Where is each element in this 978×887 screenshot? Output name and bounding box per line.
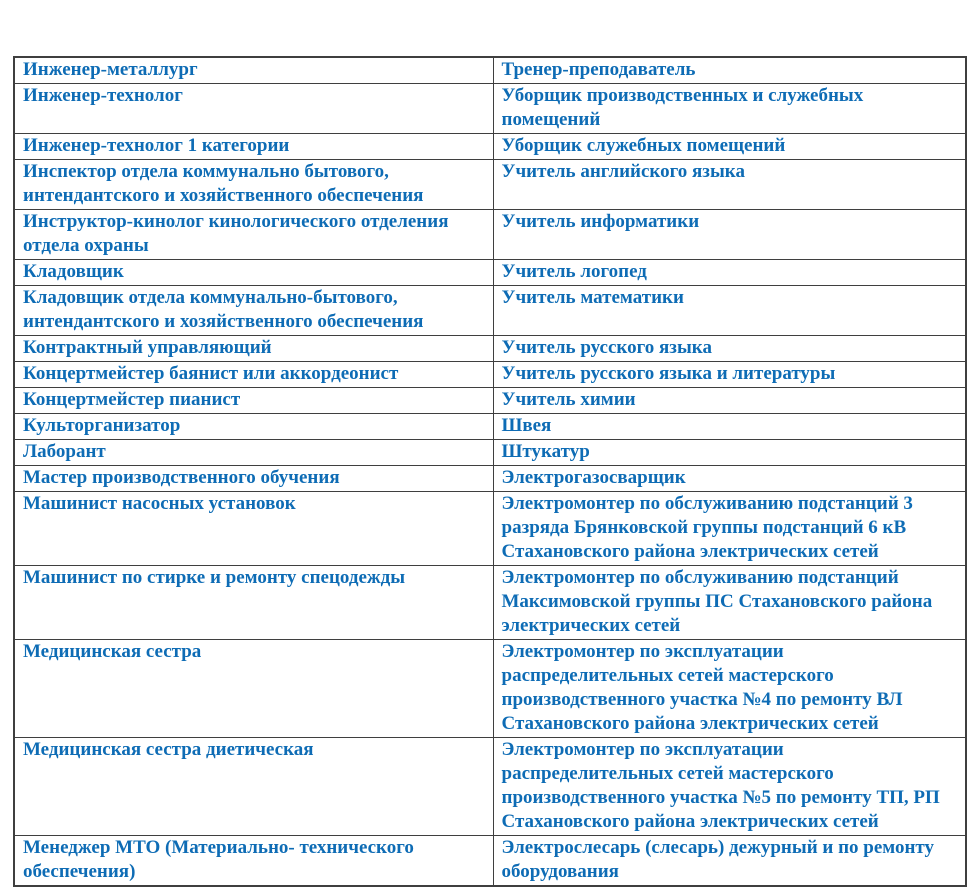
job-title-cell-left: Инженер-технолог 1 категории [14, 134, 493, 160]
table-row [14, 466, 966, 492]
table-row [14, 336, 966, 362]
job-title-cell-left: Лаборант [14, 440, 493, 466]
table-row [14, 210, 966, 260]
job-title-cell-right: Учитель химии [493, 388, 966, 414]
job-title-cell-left: Инженер-технолог [14, 84, 493, 134]
table-row [14, 388, 966, 414]
table-row [14, 738, 966, 836]
job-title-cell-left: Кладовщик [14, 260, 493, 286]
job-title-cell-right: Электромонтер по эксплуатации распределительных сетей мастерского производственного участка №4 по ремонту ВЛ Стахановского района электрических сетей [493, 640, 966, 738]
job-title-cell-right: Учитель русского языка и литературы [493, 362, 966, 388]
job-title-cell-left: Концертмейстер баянист или аккордеонист [14, 362, 493, 388]
table-row [14, 836, 966, 887]
table-row [14, 57, 966, 84]
job-title-cell-right: Электромонтер по обслуживанию подстанций Максимовской группы ПС Стахановского района электрических сетей [493, 566, 966, 640]
job-title-cell-right: Штукатур [493, 440, 966, 466]
job-title-cell-left: Мастер производственного обучения [14, 466, 493, 492]
job-title-cell-right: Электромонтер по эксплуатации распределительных сетей мастерского производственного участка №5 по ремонту ТП, РП Стахановского района электрических сетей [493, 738, 966, 836]
job-title-cell-left: Концертмейстер пианист [14, 388, 493, 414]
job-title-cell-left: Машинист по стирке и ремонту спецодежды [14, 566, 493, 640]
job-title-cell-right: Швея [493, 414, 966, 440]
job-titles-table-container [13, 56, 965, 887]
table-row [14, 134, 966, 160]
job-title-cell-left: Машинист насосных установок [14, 492, 493, 566]
job-titles-table [13, 56, 967, 887]
table-row [14, 260, 966, 286]
job-title-cell-left: Культорганизатор [14, 414, 493, 440]
job-title-cell-right: Электрослесарь (слесарь) дежурный и по ремонту оборудования [493, 836, 966, 887]
table-row [14, 440, 966, 466]
job-title-cell-right: Учитель информатики [493, 210, 966, 260]
job-title-cell-left: Медицинская сестра диетическая [14, 738, 493, 836]
job-title-cell-left: Инженер-металлург [14, 57, 493, 84]
table-row [14, 160, 966, 210]
table-row [14, 492, 966, 566]
table-row [14, 640, 966, 738]
table-row [14, 414, 966, 440]
job-title-cell-left: Инспектор отдела коммунально бытового, интендантского и хозяйственного обеспечения [14, 160, 493, 210]
job-title-cell-right: Электрогазосварщик [493, 466, 966, 492]
table-row [14, 286, 966, 336]
table-row [14, 84, 966, 134]
table-row [14, 362, 966, 388]
job-title-cell-left: Контрактный управляющий [14, 336, 493, 362]
table-row [14, 566, 966, 640]
job-title-cell-left: Инструктор-кинолог кинологического отделения отдела охраны [14, 210, 493, 260]
job-title-cell-right: Учитель логопед [493, 260, 966, 286]
job-title-cell-right: Учитель английского языка [493, 160, 966, 210]
job-title-cell-right: Тренер-преподаватель [493, 57, 966, 84]
job-title-cell-left: Менеджер МТО (Материально- технического обеспечения) [14, 836, 493, 887]
job-title-cell-right: Учитель математики [493, 286, 966, 336]
job-title-cell-left: Медицинская сестра [14, 640, 493, 738]
job-title-cell-right: Учитель русского языка [493, 336, 966, 362]
job-title-cell-left: Кладовщик отдела коммунально-бытового, интендантского и хозяйственного обеспечения [14, 286, 493, 336]
job-title-cell-right: Уборщик служебных помещений [493, 134, 966, 160]
job-title-cell-right: Электромонтер по обслуживанию подстанций 3 разряда Брянковской группы подстанций 6 кВ Стахановского района электрических сетей [493, 492, 966, 566]
job-title-cell-right: Уборщик производственных и служебных помещений [493, 84, 966, 134]
